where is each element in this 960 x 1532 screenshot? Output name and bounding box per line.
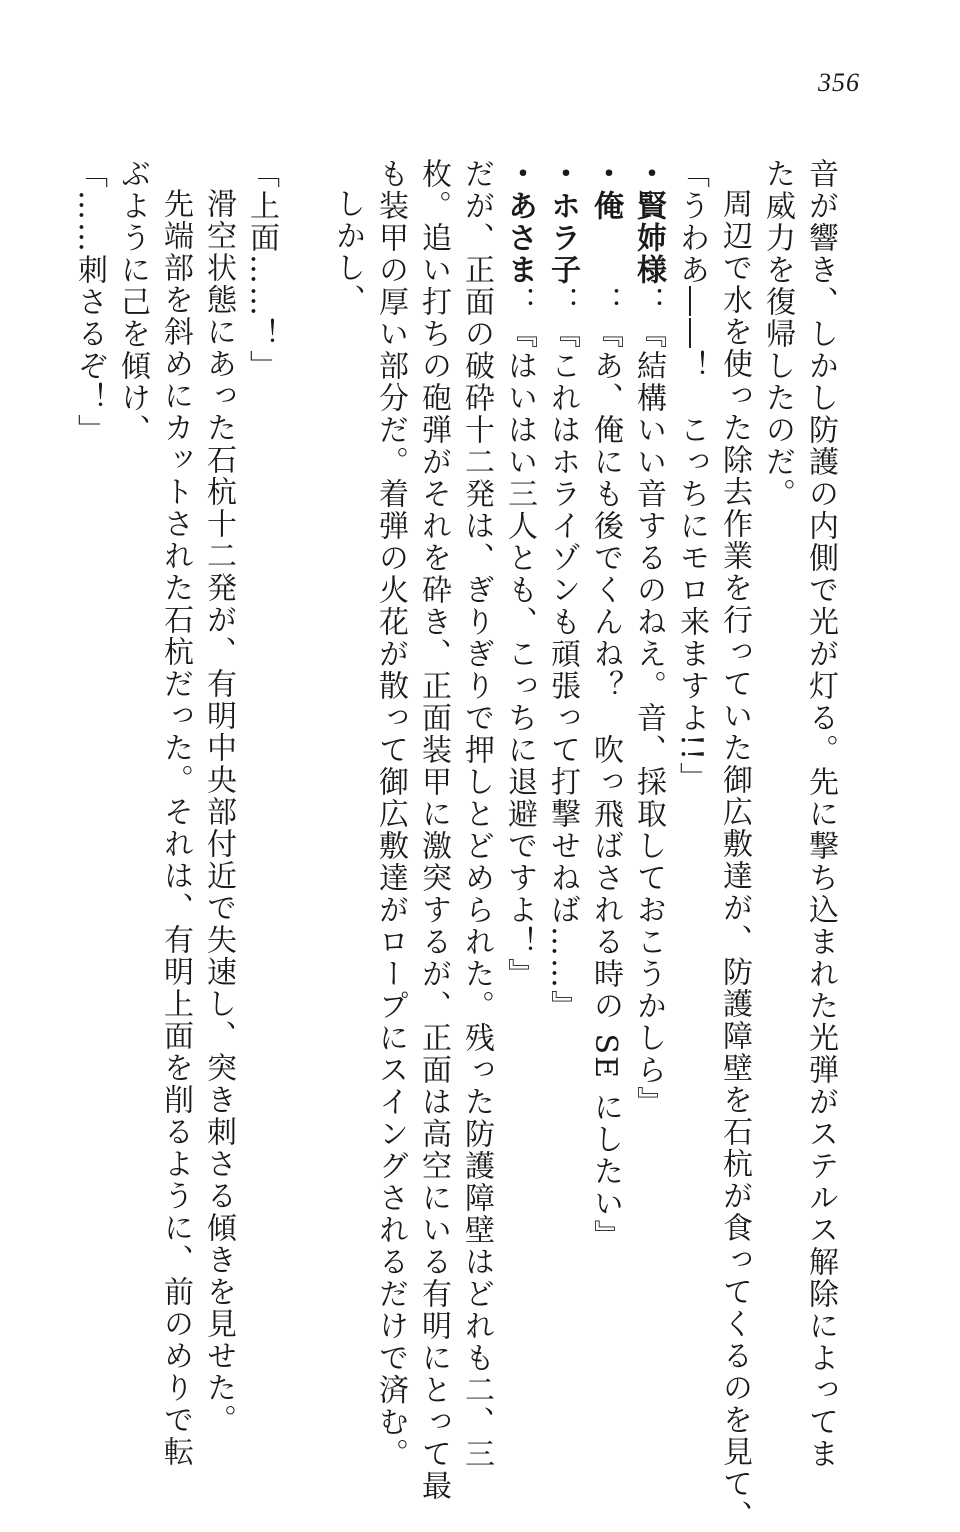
text-line-8: 滑空状態にあった石杭十二発が、有明中央部付近で失速し、突き刺さる傾きを見せた。 [201,188,236,1436]
text-line-7: しかし、 [330,188,365,316]
chat-line-3 [541,158,584,1318]
dialogue-line-1: 「うわあ――！ こっちにモロ来ますよ!!」 [674,158,709,795]
chat-message: ：『結構いい音するのねえ。音、採取しておこうかしら』 [631,286,666,1118]
chat-line-2 [584,158,627,1318]
chat-speaker-name: 賢姉様 [631,190,666,286]
chat-line-1 [627,158,670,1318]
blank-line [283,158,326,1318]
text-line-9: 先端部を斜めにカットされた石杭だった。それは、有明上面を削るように、前のめりで転 [158,188,193,1468]
text-line-6: も装甲の厚い部分だ。着弾の火花が散って御広敷達がロープにスイングされるだけで済む。 [373,158,408,1470]
bullet-mark: ・ [502,158,537,190]
text-line-5: 枚。追い打ちの砲弾がそれを砕き、正面装甲に激突するが、正面は高空にいる有明にとって最 [416,158,451,1502]
bullet-mark: ・ [588,158,623,190]
chat-speaker-name: ホラ子 [545,190,580,286]
bullet-mark: ・ [631,158,666,190]
dialogue-line-3: 「……刺さるぞ！」 [72,158,107,446]
dialogue-line-2: 「上面……！」 [244,158,279,382]
body-text [68,158,842,1532]
chat-speaker-name: あさま [502,190,537,286]
text-line-3: 周辺で水を使った除去作業を行っていた御広敷達が、防護障壁を石杭が食ってくるのを見て、 [717,188,752,1532]
chat-message: ：『はいはい三人とも、こっちに退避ですよ！』 [502,286,537,990]
chat-speaker-name: 俺 [588,190,623,222]
text-line-1: 音が響き、しかし防護の内側で光が灯る。先に撃ち込まれた光弾がステルス解除によってま [803,158,838,1470]
text-line-4: だが、正面の破砕十二発は、ぎりぎりで押しとどめられた。残った防護障壁はどれも二、三 [459,158,494,1470]
text-line-2: た威力を復帰したのだ。 [760,158,795,510]
text-line-10: ぶように己を傾け、 [115,158,150,446]
page-number: 356 [818,68,860,97]
chat-line-4 [498,158,541,1318]
chat-message: ：『あ、俺にも後でくんね？ 吹っ飛ばされる時の SE にしたい』 [588,222,623,1252]
chat-message: ：『これはホライゾンも頑張って打撃せねば……』 [545,286,580,1022]
bullet-mark: ・ [545,158,580,190]
